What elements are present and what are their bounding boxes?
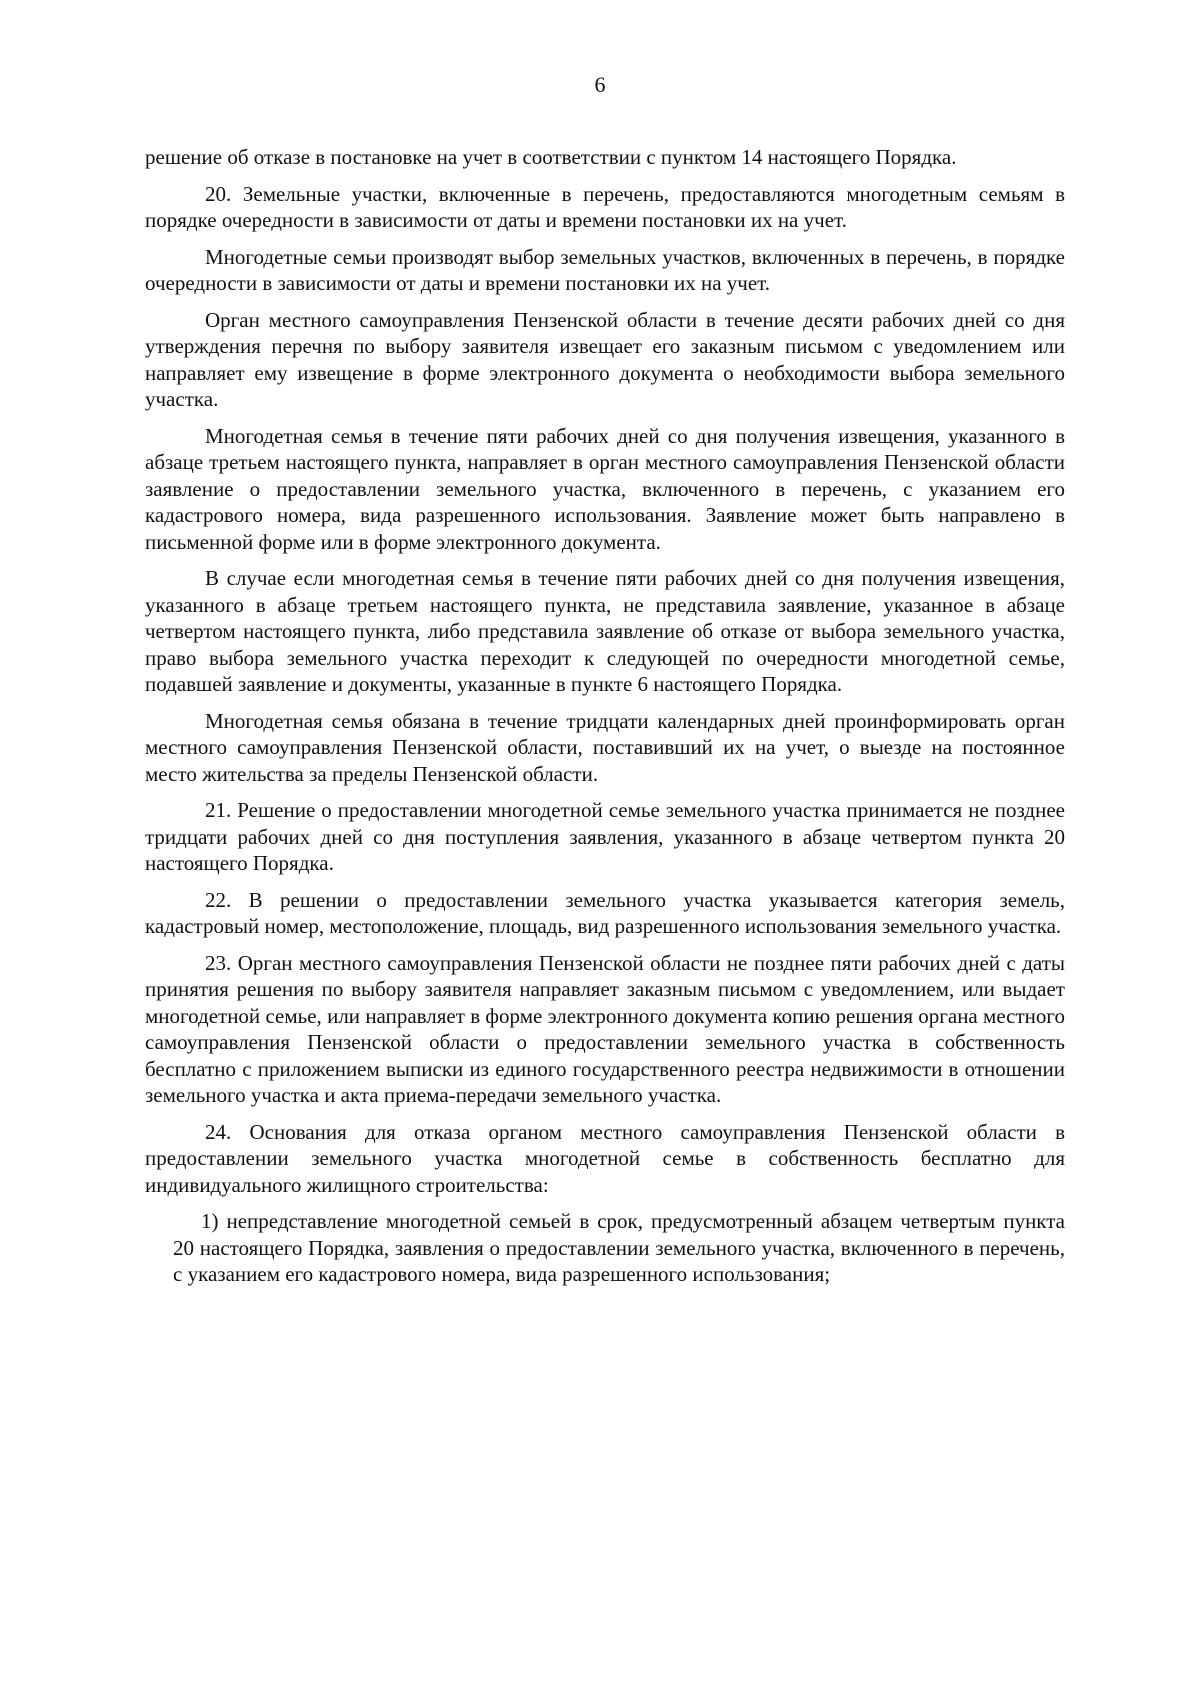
page-number: 6 (594, 72, 606, 97)
document-body (145, 144, 1065, 1298)
paragraph-20-5: В случае если многодетная семья в течение пяти рабочих дней со дня получения извещения, указанного в абзаце третьем настоящего пункта, не представила заявление, указанное в абзаце четвертом настоящего пункта, либо представила заявление об отказе от выбора земельного участка, право выбора земельного участка переходит к следующей по очередности многодетной семье, подавшей заявление и документы, указанные в пункте 6 настоящего Порядка. (145, 566, 1065, 696)
paragraph-20: 20. Земельные участки, включенные в перечень, предоставляются многодетным семьям в порядке очередности в зависимости от даты и времени постановки их на учет. (145, 181, 1065, 232)
paragraph-20-3: Орган местного самоуправления Пензенской области в течение десяти рабочих дней со дня утверждения перечня по выбору заявителя извещает его заказным письмом с уведомлением или направляет ему извещение в форме электронного документа о необходимости выбора земельного участка. (145, 307, 1065, 411)
list-item-1: 1) непредставление многодетной семьей в срок, предусмотренный абзацем четвертым пункта 20 настоящего Порядка, заявления о предоставлении земельного участка, включенного в перечень, с указанием его кадастрового номера, вида разрешенного использования; (173, 1209, 1065, 1286)
paragraph-24: 24. Основания для отказа органом местного самоуправления Пензенской области в предоставлении земельного участка многодетной семье в собственность бесплатно для индивидуального жилищного строительства: (145, 1119, 1065, 1197)
paragraph-22: 22. В решении о предоставлении земельного участка указывается категория земель, кадастровый номер, местоположение, площадь, вид разрешенного использования земельного участка. (145, 887, 1065, 938)
paragraph-continuation: решение об отказе в постановке на учет в соответствии с пунктом 14 настоящего Порядка. (145, 145, 957, 169)
paragraph-21: 21. Решение о предоставлении многодетной семье земельного участка принимается не позднее тридцати рабочих дней со дня поступления заявления, указанного в абзаце четвертом пункта 20 настоящего Порядка. (145, 798, 1065, 875)
paragraph-23: 23. Орган местного самоуправления Пензенской области не позднее пяти рабочих дней с даты принятия решения по выбору заявителя направляет заказным письмом с уведомлением, или выдает многодетной семье, или направляет в форме электронного документа копию решения органа местного самоуправления Пензенской области о предоставлении земельного участка в собственность бесплатно с приложением выписки из единого государственного реестра недвижимости в отношении земельного участка и акта приема-передачи земельного участка. (145, 950, 1065, 1107)
paragraph-20-2: Многодетные семьи производят выбор земельных участков, включенных в перечень, в порядке очередности в зависимости от даты и времени постановки их на учет. (145, 244, 1065, 295)
paragraph-20-6: Многодетная семья обязана в течение тридцати календарных дней проинформировать орган местного самоуправления Пензенской области, поставивший их на учет, о выезде на постоянное место жительства за пределы Пензенской области. (145, 708, 1065, 786)
paragraph-20-4: Многодетная семья в течение пяти рабочих дней со дня получения извещения, указанного в абзаце третьем настоящего пункта, направляет в орган местного самоуправления Пензенской области заявление о предоставлении земельного участка, включенного в перечень, с указанием его кадастрового номера, вида разрешенного использования. Заявление может быть направлено в письменной форме или в форме электронного документа. (145, 423, 1065, 554)
